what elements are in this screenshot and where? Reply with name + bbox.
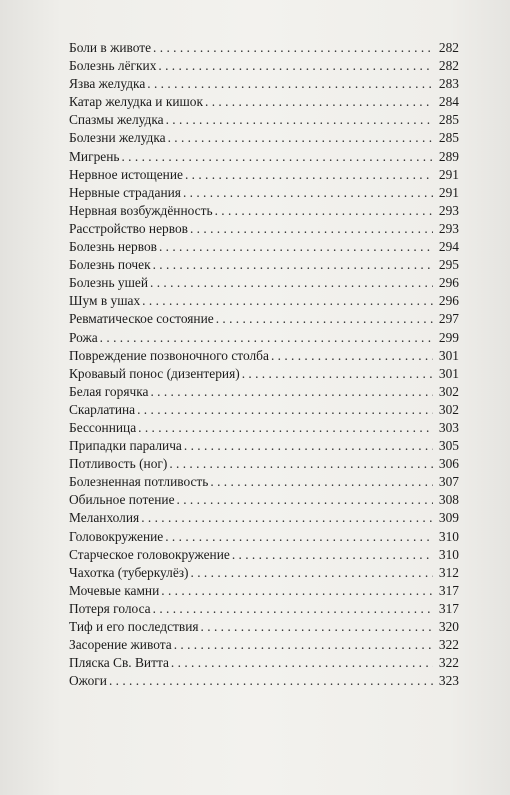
toc-entry-title: Ревматическое состояние	[69, 311, 214, 327]
toc-entry-page-number: 323	[438, 673, 459, 689]
toc-entry-page-number: 322	[438, 655, 459, 671]
toc-dot-leader	[166, 111, 433, 129]
toc-entry-title: Тиф и его последствия	[69, 619, 199, 634]
toc-entry	[69, 292, 459, 310]
toc-dot-leader	[191, 564, 433, 582]
toc-entry-page-number: 305	[438, 438, 459, 454]
toc-entry-title: Белая горячка	[69, 383, 149, 399]
toc-entry	[69, 600, 459, 618]
toc-entry-page-number: 289	[438, 148, 459, 164]
toc-entry	[69, 347, 459, 365]
toc-entry-title: Болезнь лёгких	[69, 58, 157, 74]
toc-dot-leader	[177, 491, 433, 509]
toc-dot-leader	[141, 509, 433, 527]
toc-entry-page-number: 282	[438, 40, 459, 55]
toc-entry-title: Меланхолия	[69, 510, 140, 526]
toc-entry	[69, 636, 459, 654]
toc-dot-leader	[165, 528, 433, 546]
toc-entry-title: Боли в животе	[69, 40, 152, 55]
toc-dot-leader	[121, 148, 433, 166]
toc-entry-title: Катар желудка и кишок	[69, 94, 204, 110]
toc-entry-title: Спазмы желудка	[69, 112, 164, 128]
toc-dot-leader	[216, 310, 433, 328]
toc-entry-title: Нервная возбуждённость	[69, 202, 213, 218]
toc-dot-leader	[137, 401, 433, 419]
toc-entry	[69, 75, 459, 93]
toc-dot-leader	[169, 455, 433, 473]
toc-entry-title: Чахотка (туберкулёз)	[69, 564, 189, 580]
toc-entry	[69, 365, 459, 383]
toc-entry-title: Обильное потение	[69, 492, 175, 508]
toc-dot-leader	[158, 57, 433, 75]
table-of-contents	[69, 39, 459, 690]
toc-entry-page-number: 282	[438, 58, 459, 74]
toc-entry-title: Потливость (ног)	[69, 456, 168, 472]
toc-entry	[69, 491, 459, 509]
toc-dot-leader	[153, 600, 433, 618]
toc-dot-leader	[153, 256, 433, 274]
toc-entry	[69, 166, 459, 184]
toc-entry-title: Болезнь нервов	[69, 239, 157, 255]
toc-dot-leader	[168, 129, 433, 147]
toc-dot-leader	[232, 546, 433, 564]
toc-entry	[69, 148, 459, 166]
toc-entry-title: Головокружение	[69, 528, 164, 544]
toc-entry-page-number: 308	[438, 492, 459, 508]
toc-entry-page-number: 312	[438, 564, 459, 580]
toc-entry-page-number: 306	[438, 456, 459, 472]
toc-entry-page-number: 303	[438, 419, 459, 435]
toc-entry	[69, 546, 459, 564]
toc-entry-title: Пляска Св. Витта	[69, 655, 169, 671]
toc-dot-leader	[205, 93, 433, 111]
toc-entry	[69, 39, 459, 57]
toc-entry-title: Рожа	[69, 329, 98, 345]
toc-dot-leader	[138, 419, 433, 437]
toc-entry-page-number: 309	[438, 510, 459, 526]
toc-entry	[69, 473, 459, 491]
toc-entry-page-number: 291	[438, 184, 459, 200]
toc-dot-leader	[150, 383, 433, 401]
toc-dot-leader	[100, 329, 433, 347]
toc-entry-page-number: 317	[438, 600, 459, 616]
toc-entry-page-number: 301	[438, 347, 459, 363]
toc-entry-page-number: 310	[438, 528, 459, 544]
toc-entry-page-number: 285	[438, 112, 459, 128]
toc-entry	[69, 184, 459, 202]
toc-entry	[69, 111, 459, 129]
toc-entry	[69, 256, 459, 274]
toc-entry-title: Потеря голоса	[69, 600, 151, 616]
toc-entry-page-number: 291	[438, 166, 459, 182]
toc-entry	[69, 509, 459, 527]
toc-entry-page-number: 283	[438, 76, 459, 92]
toc-entry-page-number: 296	[438, 293, 459, 309]
toc-entry-title: Язва желудка	[69, 76, 146, 92]
toc-entry-page-number: 299	[438, 329, 459, 345]
toc-dot-leader	[174, 636, 433, 654]
toc-entry-title: Мигрень	[69, 148, 120, 164]
toc-dot-leader	[242, 365, 433, 383]
toc-entry-page-number: 307	[438, 474, 459, 490]
toc-entry-title: Шум в ушах	[69, 293, 141, 309]
toc-dot-leader	[171, 654, 433, 672]
toc-entry	[69, 564, 459, 582]
toc-entry-title: Бессонница	[69, 419, 137, 435]
toc-entry	[69, 93, 459, 111]
toc-entry	[69, 202, 459, 220]
toc-entry-page-number: 293	[438, 220, 459, 236]
toc-entry	[69, 238, 459, 256]
toc-entry-title: Болезненная потливость	[69, 474, 209, 490]
toc-entry	[69, 528, 459, 546]
toc-entry-page-number: 293	[438, 202, 459, 218]
toc-dot-leader	[150, 274, 433, 292]
toc-entry	[69, 129, 459, 147]
toc-entry	[69, 401, 459, 419]
toc-entry-page-number: 294	[438, 239, 459, 255]
toc-dot-leader	[147, 75, 433, 93]
toc-entry-title: Мочевые камни	[69, 582, 160, 598]
toc-entry-title: Нервные страдания	[69, 184, 181, 200]
toc-entry-title: Кровавый понос (дизентерия)	[69, 365, 240, 381]
toc-entry-title: Старческое головокружение	[69, 546, 230, 562]
toc-entry-title: Болезни желудка	[69, 130, 166, 146]
toc-entry-page-number: 302	[438, 383, 459, 399]
toc-entry	[69, 654, 459, 672]
toc-entry-page-number: 295	[438, 257, 459, 273]
toc-dot-leader	[210, 473, 433, 491]
toc-entry	[69, 582, 459, 600]
toc-dot-leader	[184, 437, 433, 455]
toc-dot-leader	[183, 184, 433, 202]
toc-entry-page-number: 302	[438, 401, 459, 417]
toc-dot-leader	[109, 672, 433, 690]
toc-entry-page-number: 301	[438, 365, 459, 381]
toc-dot-leader	[190, 220, 433, 238]
toc-entry	[69, 672, 459, 690]
toc-entry-title: Болезнь почек	[69, 257, 151, 273]
toc-entry	[69, 57, 459, 75]
toc-entry-title: Припадки паралича	[69, 438, 182, 454]
toc-entry-page-number: 317	[438, 582, 459, 598]
toc-entry-title: Расстройство нервов	[69, 220, 188, 236]
toc-dot-leader	[159, 238, 433, 256]
toc-dot-leader	[161, 582, 433, 600]
toc-entry	[69, 383, 459, 401]
toc-entry	[69, 329, 459, 347]
toc-entry	[69, 220, 459, 238]
toc-dot-leader	[142, 292, 433, 310]
toc-entry-title: Повреждение позвоночного столба	[69, 347, 269, 363]
toc-entry-page-number: 285	[438, 130, 459, 146]
toc-entry-title: Ожоги	[69, 673, 107, 689]
toc-entry-page-number: 296	[438, 275, 459, 291]
toc-entry-page-number: 297	[438, 311, 459, 327]
toc-entry-page-number: 284	[438, 94, 459, 110]
toc-entry-page-number: 310	[438, 546, 459, 562]
toc-entry	[69, 455, 459, 473]
toc-entry-page-number: 320	[438, 619, 459, 634]
toc-entry-title: Засорение живота	[69, 637, 172, 653]
toc-entry-page-number: 322	[438, 637, 459, 653]
toc-entry-title: Нервное истощение	[69, 166, 183, 182]
toc-entry	[69, 618, 459, 636]
toc-dot-leader	[153, 39, 433, 57]
toc-entry	[69, 274, 459, 292]
toc-dot-leader	[185, 166, 433, 184]
toc-dot-leader	[271, 347, 433, 365]
toc-entry	[69, 437, 459, 455]
toc-entry	[69, 310, 459, 328]
toc-entry-title: Скарлатина	[69, 401, 136, 417]
toc-dot-leader	[201, 618, 433, 636]
toc-entry-title: Болезнь ушей	[69, 275, 149, 291]
toc-entry	[69, 419, 459, 437]
toc-dot-leader	[215, 202, 433, 220]
